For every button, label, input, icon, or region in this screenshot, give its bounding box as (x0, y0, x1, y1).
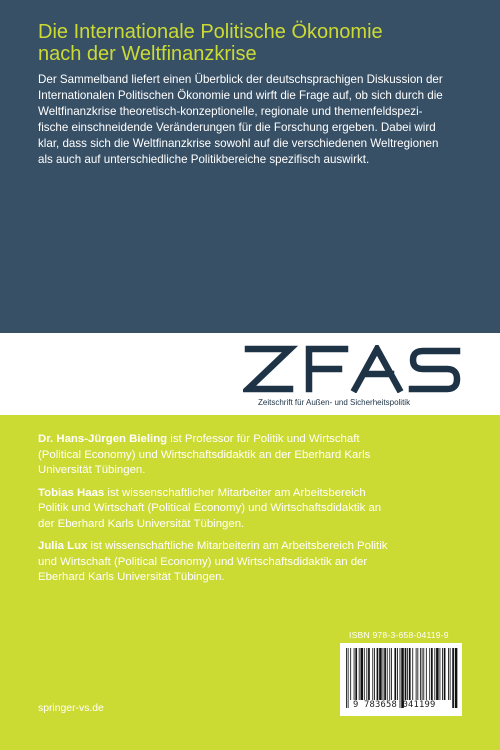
author-bio-text: ist Professor für Politik und Wirtschaft (167, 433, 360, 445)
author-bio-text: ist wissenschaftlicher Mitarbeiter am Arbeitsbereich (104, 486, 366, 499)
barcode-bar (431, 648, 433, 700)
top-panel (0, 0, 500, 333)
author-bios (38, 432, 478, 593)
barcode-digits: 9 783658 041199 (353, 700, 436, 710)
author-bio-text: Eberhard Karls Universität Tübingen. (38, 571, 225, 583)
barcode-bar (420, 648, 421, 700)
barcode-bar (389, 648, 390, 700)
barcode-bar (374, 648, 375, 700)
barcode-bar (440, 648, 441, 700)
barcode-bar (379, 648, 382, 700)
barcode-bar (354, 648, 355, 700)
author-name: Tobias Haas (38, 486, 105, 499)
logo-letter-s (412, 351, 457, 389)
barcode-bar (350, 648, 351, 700)
author-bio (38, 539, 478, 586)
barcode-bar (434, 648, 435, 700)
isbn-label: ISBN 978-3-658-04119-9 (349, 630, 449, 640)
barcode-bar (384, 648, 386, 700)
author-bio-text: der Eberhard Karls Universität Tübingen. (38, 517, 245, 530)
publisher-url: springer-vs.de (38, 703, 104, 714)
author-bio-text: (Political Economy) und Wirtschaftsdidaktik an der Eberhard Karls (38, 448, 371, 461)
book-title-line: nach der Weltfinanzkrise (38, 43, 257, 65)
barcode-bar (417, 648, 418, 700)
logo-letter-z (248, 349, 290, 389)
description-line: klar, dass sich die Weltfinanzkrise sowohl auf die verschiedenen Weltregionen (38, 137, 439, 150)
series-subtitle: Zeitschrift für Außen- und Sicherheitspolitik (258, 398, 411, 407)
description-line: fische einschneidende Veränderungen für die Forschung ergeben. Dabei wird (38, 121, 436, 134)
barcode-bar (366, 648, 367, 700)
description-line: Internationalen Politischen Ökonomie und wirft die Frage auf, ob sich durch die (38, 89, 443, 102)
book-title (38, 21, 478, 65)
logo-letter-f (309, 349, 345, 389)
book-description (38, 72, 478, 168)
barcode-bar (383, 648, 384, 700)
author-name: Dr. Hans-Jürgen Bieling (38, 433, 168, 445)
logo-letter-a (355, 349, 399, 389)
barcode-bar (394, 648, 396, 700)
barcode-bar (450, 648, 451, 700)
barcode-bar (397, 648, 398, 700)
barcode-bar (422, 648, 423, 700)
barcode-bar (412, 648, 413, 700)
barcode-bar (368, 648, 370, 700)
barcode-bar (364, 648, 365, 700)
author-bio-text: Universität Tübingen. (38, 464, 146, 476)
barcode-bar (423, 648, 424, 700)
barcode-bar (426, 648, 427, 700)
barcode-bar (448, 648, 449, 700)
barcode-bar (442, 648, 443, 700)
barcode-bar (360, 648, 363, 700)
barcode-bar (387, 648, 388, 700)
barcode-bar (452, 648, 454, 708)
barcode-bar (416, 648, 417, 700)
zfas-logo (243, 345, 473, 393)
description-line: Der Sammelband liefert einen Überblick der deutschsprachigen Diskussion der (38, 73, 443, 86)
barcode-bar (429, 648, 430, 700)
author-bio-text: ist wissenschaftliche Mitarbeiterin am Arbeitsbereich Politik (87, 540, 388, 552)
barcode-bar (348, 648, 349, 708)
barcode-bar (346, 648, 347, 708)
author-bio-text: Politik und Wirtschaft (Political Economy) und Wirtschaftsdidaktik an (38, 502, 382, 514)
barcode-bar (436, 648, 439, 700)
barcode-bar (391, 648, 392, 700)
barcode-bar (372, 648, 373, 700)
barcode-bar (400, 648, 401, 708)
barcode-bar (401, 648, 404, 708)
barcode-bar (355, 648, 357, 700)
description-line: als auch auf unterschiedliche Politikbereiche spezifisch auswirkt. (38, 153, 370, 166)
author-name: Julia Lux (38, 540, 88, 552)
barcode-bar (407, 648, 408, 700)
barcode-bar (455, 648, 458, 708)
barcode-bar (359, 648, 360, 700)
barcode-bar (409, 648, 411, 700)
barcode-bar (377, 648, 379, 700)
author-bio-text: und Wirtschaft (Political Economy) und Wirtschaftsdidaktik an der (38, 555, 368, 568)
barcode-bar (444, 648, 446, 700)
book-title-line: Die Internationale Politische Ökonomie (38, 21, 383, 43)
description-line: Weltfinanzkrise theoretisch-konzeptionelle, regionale und themenfeldspezi- (38, 105, 423, 118)
author-bio (38, 486, 478, 533)
author-bio (38, 432, 478, 479)
barcode-bar (405, 648, 407, 700)
